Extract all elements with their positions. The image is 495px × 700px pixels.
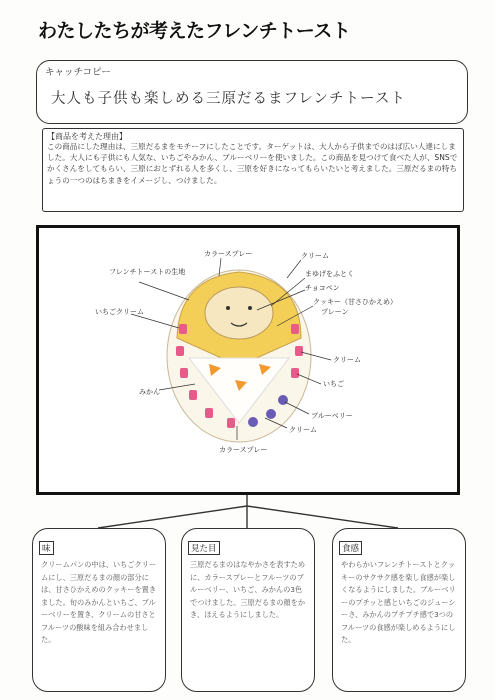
- catch-copy-text: 大人も子供も楽しめる三原だるまフレンチトースト: [51, 91, 406, 107]
- appearance-text: 三原だるまのはなやかさを表すために、カラースプレーとフルーツのブルーベリー、いちご、みかんの3色でつけました。三原だるまの顔をかき、ほえるようにしました。: [190, 560, 306, 619]
- label-choco-pen: チョコペン: [305, 284, 340, 292]
- appearance-label: 見た目: [188, 541, 220, 555]
- label-french-toast: フレンチトーストの生地: [109, 268, 186, 276]
- appearance-box: [181, 528, 315, 692]
- label-cream-right: クリーム: [333, 356, 361, 364]
- texture-text: やわらかいフレンチトーストとクッキーのサクサク感を楽し食感が楽しくなるようにしました。ブルーベリーのプチッと感といちごのジューシーさ、みかんのプチプチ感で3つのフルーツの食感が楽しめるようにした。: [341, 560, 456, 644]
- taste-box: [32, 528, 166, 692]
- label-cookie: クッキー（甘さひかえめ）: [313, 298, 397, 306]
- label-cream-bottom: クリーム: [289, 426, 317, 434]
- texture-label: 食感: [339, 541, 362, 555]
- page-title: わたしたちが考えたフレンチトースト: [38, 20, 351, 42]
- label-color-spray-bottom: カラースプレー: [219, 446, 268, 454]
- taste-text: クリームパンの中は、いちごクリームにし、三原だるまの顔の部分には、甘さひかえめのクッキーを置きました。旬のみかんといちご、ブルーベリーを置き、クリームの甘さとフルーツの酸味を組み合わせました。: [41, 560, 157, 644]
- label-cream-top: クリーム: [301, 252, 329, 260]
- label-orange: みかん: [139, 388, 160, 396]
- reason-label: 【商品を考えた理由】: [47, 132, 127, 141]
- label-blueberry: ブルーベリー: [311, 412, 353, 420]
- label-strawberry-cream: いちごクリーム: [95, 308, 144, 316]
- label-plain: プレーン: [321, 308, 349, 316]
- texture-box: [332, 528, 466, 692]
- label-eyebrow: まゆげをふとく: [305, 270, 354, 278]
- taste-label: 味: [39, 541, 54, 555]
- catch-copy-label: キャッチコピー: [45, 67, 111, 78]
- label-strawberry: いちご: [323, 380, 344, 388]
- label-color-spray-top: カラースプレー: [204, 250, 253, 258]
- reason-text: この商品にした理由は、三原だるまをモチーフにしたことです。ターゲットは、大人から子供までのはば広い人達にしました。大人にも子供にも人気な、いちごやみかん、ブルーベリーを使いました。この商品を見つけて食べた人が、SNSでかくさんをしてもらい、三原におとずれる人を多くし、三原を好きになってもらいたいと考えました。三原だるまの特ちょうの一つのはちまきをイメージし、つけました。: [47, 142, 458, 185]
